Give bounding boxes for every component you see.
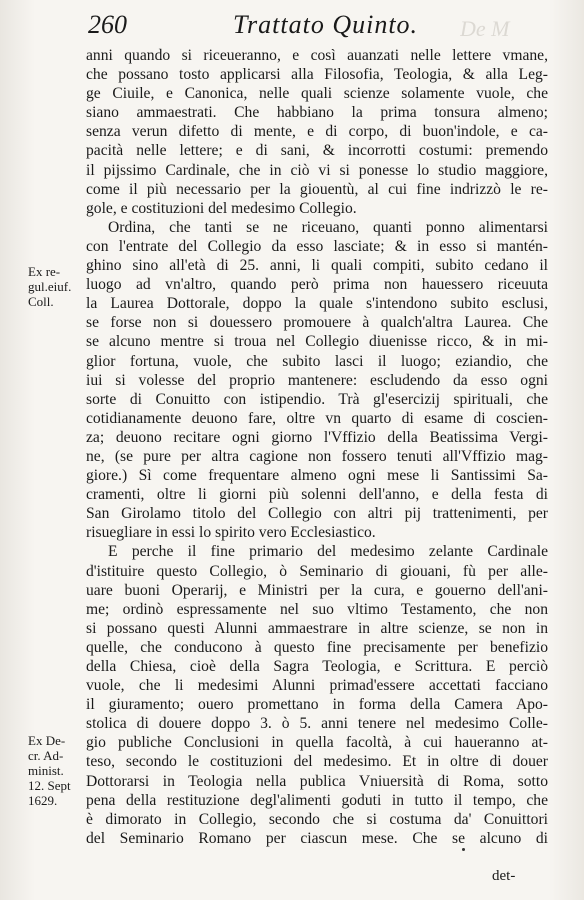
text-line: Dottorarsi in Teologia nella publica Vniuersità di Roma, sotto — [86, 772, 548, 790]
margin-note-line: 1629. — [28, 793, 58, 808]
text-line: ge Ciuile, e Canonica, nelle quali scienze solamente vuole, che — [86, 85, 548, 103]
page-number: 260 — [88, 10, 127, 39]
text-line: luogo ad vn'altro, quando però prima non hauessero riceuuta — [86, 276, 548, 294]
text-line: gio publiche Conclusioni in quella facoltà, à cui haueranno at- — [86, 734, 548, 752]
text-line: me; ordinò espressamente nel suo vltimo Testamento, che non — [86, 600, 548, 618]
text-line: sorte di Conuitto con istipendio. Trà gl'esercizij spirituali, che — [86, 390, 548, 408]
margin-note-line: cr. Ad- — [28, 748, 64, 763]
text-line: glior fortuna, vuole, che subito lasci il luogo; eziandio, che — [86, 352, 548, 370]
text-line: è dimorato in Collegio, secondo che si costuma da' Conuittori — [86, 810, 548, 828]
text-line: con l'entrate del Collegio da esso lasciate; & in esso si mantén- — [86, 237, 548, 255]
text-line: giore.) Sì come frequentare almeno ogni mese li Santissimi Sa- — [86, 467, 548, 485]
text-line: siano ammaestrati. Che habbiano la prima tonsura almeno; — [86, 104, 548, 122]
text-line: della Chiesa, cioè della Sagra Teologia, e Scrittura. E perciò — [86, 658, 548, 675]
margin-note-line: 12. Sept — [28, 778, 71, 793]
catchword: det- — [492, 868, 516, 884]
margin-note-line: gul.eiuf. — [28, 279, 72, 294]
text-line: gole, e costituzioni del medesimo Collegio. — [86, 199, 357, 217]
text-line: come il più necessario per la giouentù, al cui fine indrizzò le re- — [86, 180, 548, 198]
text-line: San Girolamo titolo del Collegio con altri pij trattenimenti, per — [86, 505, 548, 523]
text-line: anni quando si riceueranno, e così auanzati nelle lettere vmane, — [86, 47, 548, 64]
text-line: se alcuno mentre si troua nel Collegio diuenisse ricco, & in mi- — [86, 333, 548, 351]
text-line: cramenti, oltre li giorni più solenni dell'anno, e della festa di — [86, 486, 548, 504]
text-line: stolica di douere doppo 3. ò 5. anni tenere nel medesimo Colle- — [86, 715, 548, 733]
text-line: se forse non si douessero promouere à qualch'altra Laurea. Che — [86, 314, 548, 332]
text-line: si possano questi Alunni ammaestrare in altre scienze, se non in — [86, 619, 548, 637]
margin-note-line: Ex De- — [28, 733, 66, 748]
text-line: il pijssimo Cardinale, che in ciò vi si ponesse lo studio maggiore, — [86, 161, 548, 179]
text-line: pacità nelle lettere; e di sani, & incorrotti costumi: premendo — [86, 142, 548, 160]
text-line: teso, secondo le costituzioni del medesimo. Et in oltre di douer — [86, 753, 548, 771]
text-line: ne, (se pure per altra cagione non fossero tenuti all'Vffizio mag- — [86, 447, 548, 465]
text-line: senza verun difetto di mente, e di corpo, di buon'indole, e ca- — [86, 123, 548, 141]
text-line: risuegliare in essi lo spirito vero Ecclesiastico. — [86, 524, 376, 542]
running-title: Trattato Quinto. — [233, 10, 419, 39]
text-line: pena della restituzione degl'alimenti goduti in tutto il tempo, che — [86, 791, 548, 809]
margin-note-regulations — [28, 264, 84, 309]
text-line: uare buoni Operarij, e Ministri per la cura, e gouerno dell'ani- — [86, 581, 548, 599]
text-line: ghino sino all'età di 25. anni, li quali compiti, subito cedano il — [86, 257, 548, 275]
body-text — [86, 46, 548, 848]
margin-note-decree — [28, 733, 84, 808]
margin-note-line: minist. — [28, 763, 64, 778]
text-line: il giuramento; ouero promettano in forma della Camera Apo- — [86, 696, 548, 714]
margin-note-line: Ex re- — [28, 264, 61, 279]
ink-speck — [462, 848, 465, 851]
text-line: iui si volesse del proprio mantenere: escludendo da esso ogni — [86, 371, 548, 389]
text-line: quelle, che conducono à questo fine precisamente per benefizio — [86, 638, 548, 656]
margin-note-line: Coll. — [28, 294, 54, 309]
text-line: cotidianamente deuono fare, oltre vn quarto di esame di coscien- — [86, 409, 548, 427]
running-head — [88, 10, 548, 44]
show-through-text: De M — [460, 16, 510, 41]
text-line: la Laurea Dottorale, doppo la quale s'intendono subito esclusi, — [86, 295, 548, 313]
text-line: E perche il fine primario del medesimo zelante Cardinale — [108, 543, 548, 561]
text-line: za; deuono recitare ogni giorno l'Vffizio della Beatissima Vergi- — [86, 428, 548, 446]
text-line: del Seminario Romano per ciascun mese. Che se alcuno di — [86, 829, 548, 847]
text-line: vuole, che li medesimi Alunni primad'essere accettati facciano — [86, 677, 548, 695]
text-line: d'istituire questo Collegio, ò Seminario di giouani, fù per alle- — [86, 562, 548, 580]
text-line: Ordina, che tanti se ne riceuano, quanti ponno alimentarsi — [108, 218, 548, 236]
text-line: che possano tosto applicarsi alla Filosofia, Teologia, & alla Leg- — [86, 66, 548, 84]
